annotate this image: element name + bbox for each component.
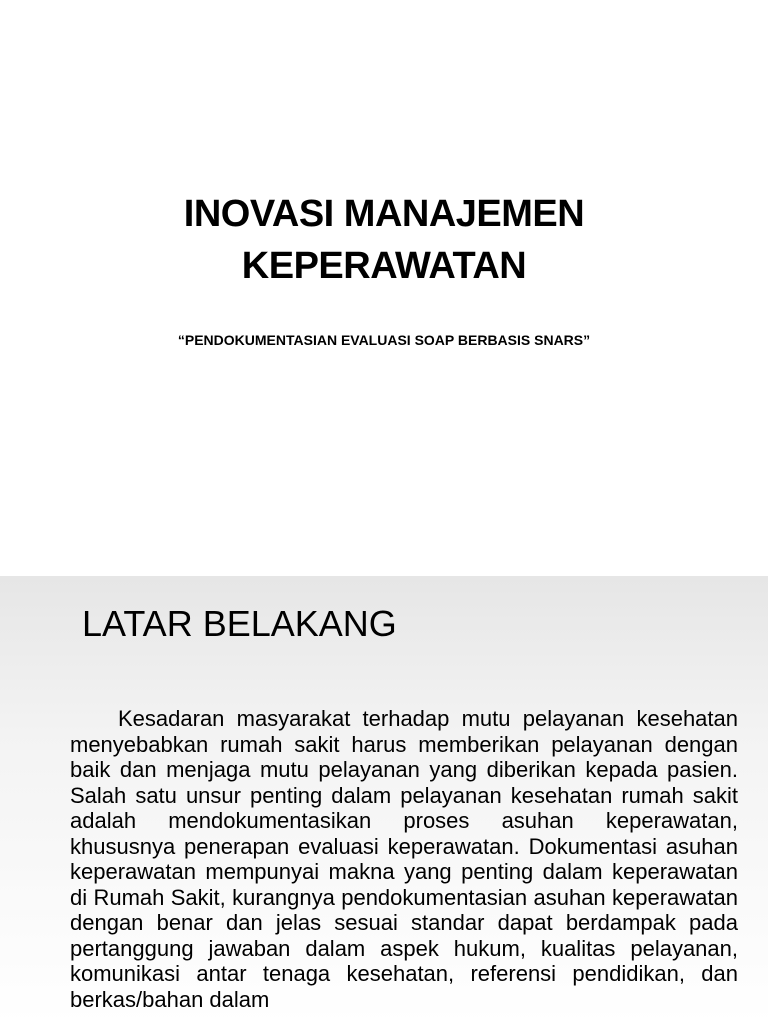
body-paragraph: Kesadaran masyarakat terhadap mutu pelayanan kesehatan menyebabkan rumah sakit harus memberikan pelayanan dengan baik dan menjaga mutu pelayanan yang diberikan kepada pasien. Salah satu unsur penting dalam pelayanan kesehatan rumah sakit adalah mendokumentasikan proses asuhan keperawatan, khususnya penerapan evaluasi keperawatan. Dokumentasi asuhan keperawatan mempunyai makna yang penting dalam keperawatan di Rumah Sakit, kurangnya pendokumentasian asuhan keperawatan dengan benar dan jelas sesuai standar dapat berdampak pada pertanggung jawaban dalam aspek hukum, kualitas pelayanan, komunikasi antar tenaga kesehatan, referensi pendidikan, dan berkas/bahan dalam [70,706,738,1012]
title-line-2: KEPERAWATAN [241,245,527,287]
slide-subtitle: “PENDOKUMENTASIAN EVALUASI SOAP BERBASIS SNARS” [177,332,591,348]
title-line-1: INOVASI MANAJEMEN [183,193,585,235]
section-heading: LATAR BELAKANG [82,603,397,644]
background-slide [0,576,768,1024]
slide-title [0,188,768,292]
